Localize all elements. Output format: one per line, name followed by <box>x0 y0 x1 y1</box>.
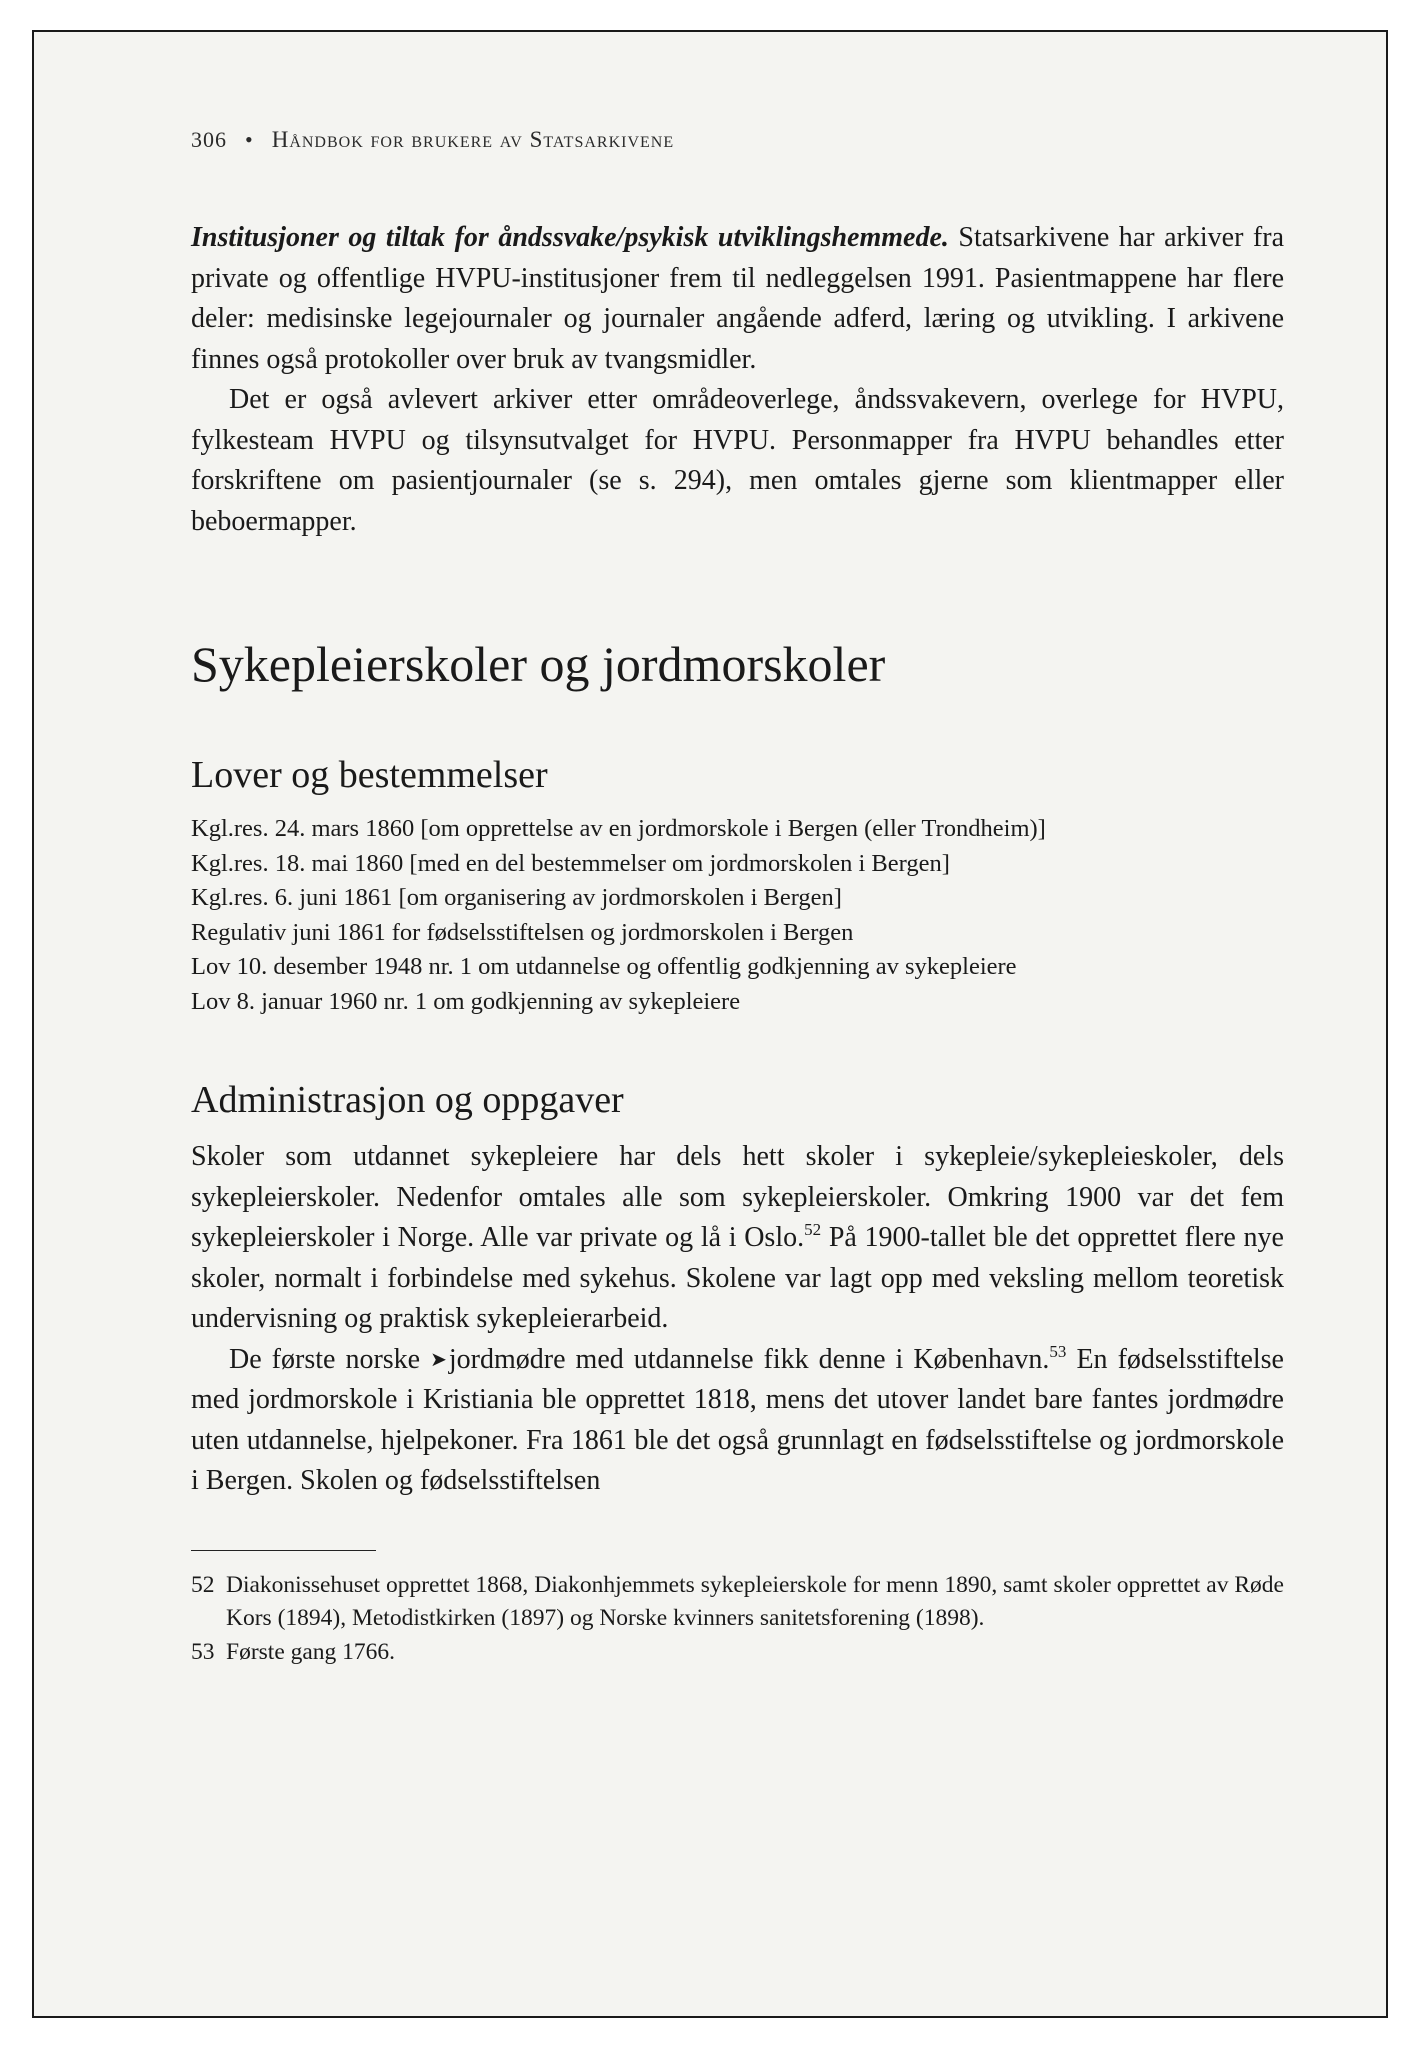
header-separator: • <box>245 127 254 152</box>
footnote-text: Diakonissehuset opprettet 1868, Diakonhjemmets sykepleierskole for menn 1890, samt skoler opprettet av Røde Kors (1894), Metodistkirken (1897) og Norske kvinners sanitetsforening (1898). <box>226 1571 1284 1631</box>
book-page <box>32 30 1388 2018</box>
footnote-number: 53 <box>191 1638 215 1665</box>
intro-paragraph-1 <box>191 218 1284 380</box>
admin-paragraph-1-text-a: Skoler som utdannet sykepleiere har dels hett skoler i sykepleie/sykepleieskoler, dels sykepleierskoler. Nedenfor omtales alle som sykepleierskoler. Omkring 1900 var det fem sykepleierskoler i Norge. Alle var private og lå i Oslo. <box>191 1141 1284 1253</box>
law-item: Kgl.res. 24. mars 1860 [om opprettelse av en jordmorskole i Bergen (eller Trondheim)] <box>191 815 1046 842</box>
law-item: Kgl.res. 6. juni 1861 [om organisering av jordmorskolen i Bergen] <box>191 884 842 911</box>
admin-paragraph-2-text-a: De første norske <box>229 1343 431 1375</box>
footnotes <box>191 1569 1284 1670</box>
section-title: Sykepleierskoler og jordmorskoler <box>191 636 886 692</box>
footnote-divider <box>191 1550 376 1551</box>
book-title: Håndbok for brukere av Statsarkivene <box>271 127 675 152</box>
admin-heading: Administrasjon og oppgaver <box>191 1079 624 1121</box>
intro-lead-heading: Institusjoner og tiltak for åndssvake/psykisk utviklingshemmede. <box>191 222 949 253</box>
admin-paragraph-1 <box>191 1137 1284 1340</box>
footnote-text: Første gang 1766. <box>226 1638 396 1665</box>
law-item: Lov 8. januar 1960 nr. 1 om godkjenning av sykepleiere <box>191 987 741 1015</box>
law-item: Lov 10. desember 1948 nr. 1 om utdannelse og offentlig godkjenning av sykepleiere <box>191 953 1017 980</box>
admin-paragraph-1-text-b: På 1900-tallet ble det opprettet flere nye skoler, normalt i forbindelse med sykehus. Skolene var lagt opp med veksling mellom teoretisk undervisning og praktisk sykepleierarbeid. <box>191 1222 1284 1334</box>
laws-heading: Lover og bestemmelser <box>191 754 548 796</box>
footnote-ref-53[interactable]: 53 <box>1049 1341 1067 1361</box>
footnote-number: 52 <box>191 1571 215 1598</box>
footnote-ref-52[interactable]: 52 <box>804 1220 822 1239</box>
cross-reference-arrow-icon: ➤ <box>430 1348 447 1371</box>
admin-paragraph-2-text-b: jordmødre med utdannelse fikk denne i København. <box>448 1343 1050 1375</box>
intro-paragraph-1-text: Statsarkivene har arkiver fra private og offentlige HVPU-institusjoner frem til nedleggelsen 1991. Pasientmappene har flere deler: medisinske legejournaler og journaler angående adferd, læring og utvikling. I arkivene finnes også protokoller over bruk av tvangsmidler. <box>191 222 1285 375</box>
intro-paragraph-2: Det er også avlevert arkiver etter områdeoverlege, åndssvakevern, overlege for HVPU, fylkesteam HVPU og tilsynsutvalget for HVPU. Personmapper fra HVPU behandles etter forskriftene om pasientjournaler (se s. 294), men omtales gjerne som klientmapper eller beboermapper. <box>191 384 1284 537</box>
page-content <box>191 122 1284 1669</box>
footnote-53 <box>191 1636 1284 1670</box>
law-item: Kgl.res. 18. mai 1860 [med en del bestemmelser om jordmorskolen i Bergen] <box>191 849 950 877</box>
law-item: Regulativ juni 1861 for fødselsstiftelsen og jordmorskolen i Bergen <box>191 918 854 946</box>
footnote-52 <box>191 1569 1284 1636</box>
admin-paragraph-2-text-c: En fødselsstiftelse med jordmorskole i Kristiania ble opprettet 1818, mens det utover landet bare fantes jordmødre uten utdannelse, hjelpekoner. Fra 1861 ble det også grunnlagt en fødselsstiftelse og jordmorskole i Bergen. Skolen og fødselsstiftelsen <box>191 1343 1284 1496</box>
admin-paragraph-2 <box>191 1340 1284 1502</box>
laws-list <box>191 812 1284 1019</box>
running-header <box>191 122 1284 158</box>
page-number: 306 <box>191 127 227 152</box>
